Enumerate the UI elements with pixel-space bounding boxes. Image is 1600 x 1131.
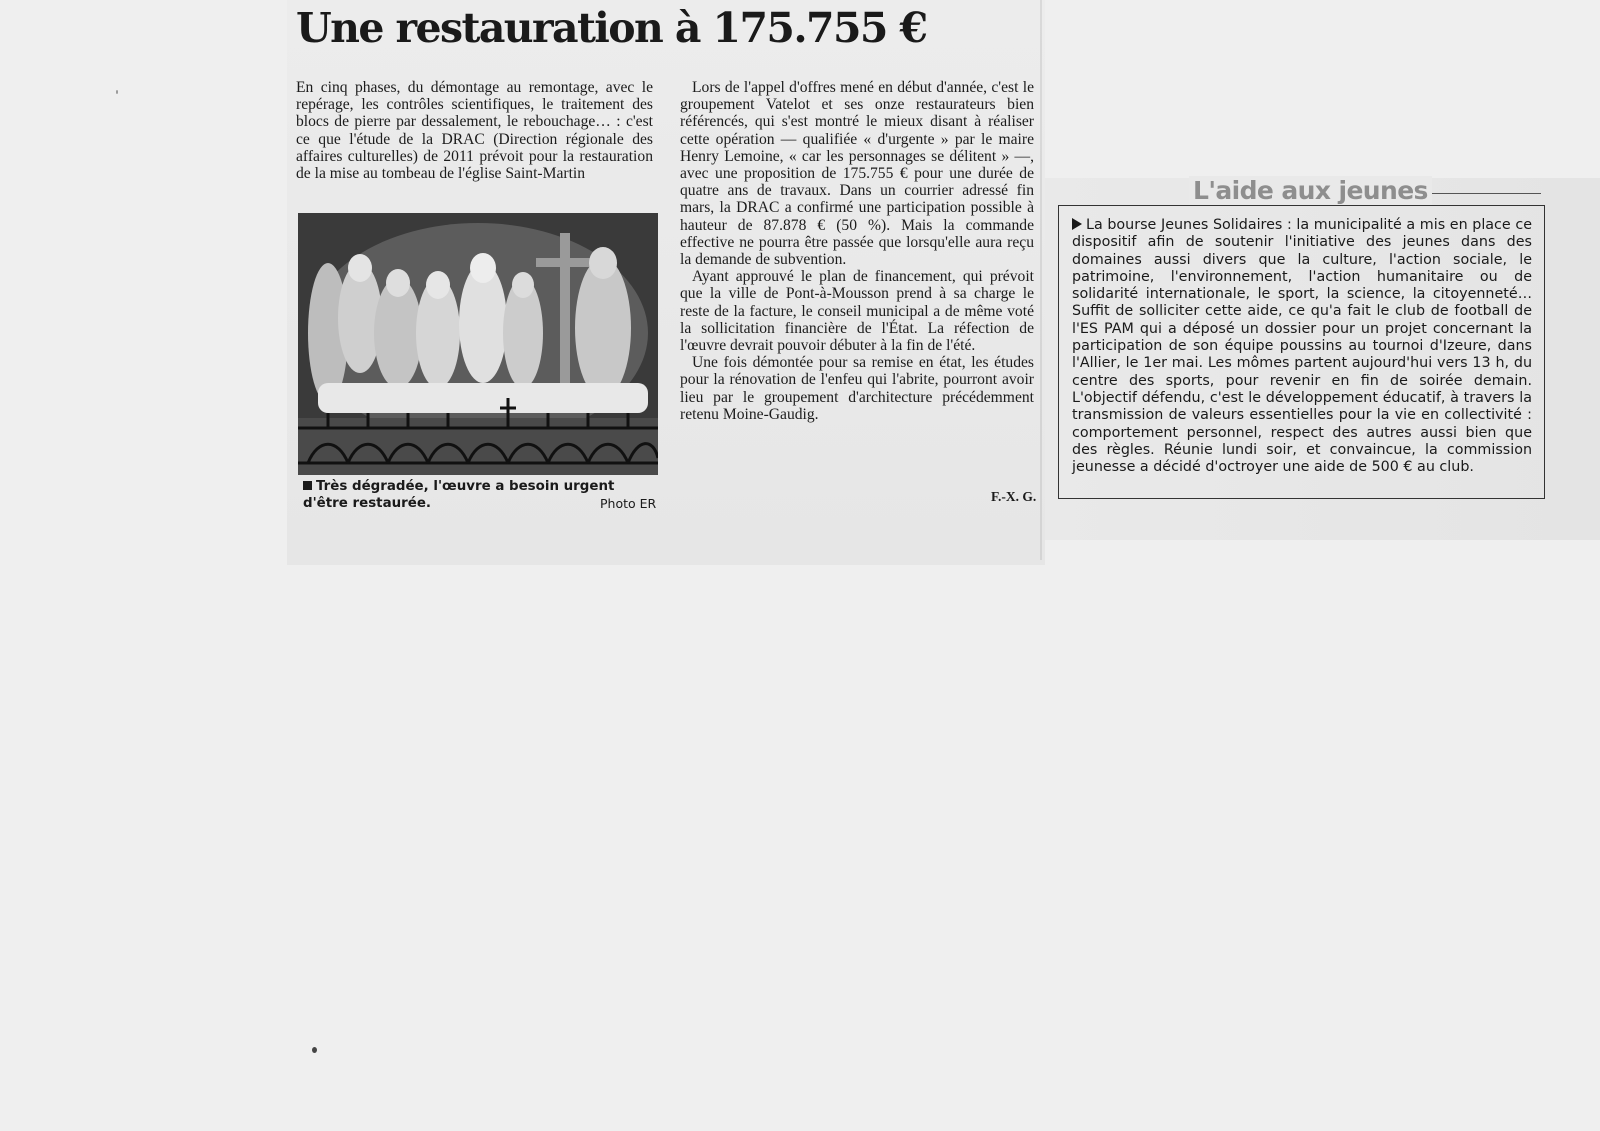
sculpture-photo-image (298, 213, 658, 475)
article-paragraph: En cinq phases, du démontage au remontage, avec le repérage, les contrôles scientifiques, le traitement des blocs de pierre par dessalement, le rebouchage… : c'est ce que l'étude de la DRAC (Direction régionale des affaires culturelles) de 2011 prévoit pour la restauration de la mise au tombeau de l'église Saint-Martin (296, 79, 653, 183)
article-headline: Une restauration à 175.755 € (296, 4, 927, 52)
article-paragraph: Lors de l'appel d'offres mené en début d'année, c'est le groupement Vatelot et ses onze restaurateurs bien référencés, qui s'est montré le mieux disant à réaliser cette opération — qualifiée « d'urgente » par le maire Henry Lemoine, « car les personnages se délitent » —, avec une proposition de 175.755 € pour une durée de quatre ans de travaux. Dans un courrier adressé fin mars, la DRAC a confirmé une participation possible à hauteur de 87.878 € (50 %). Mais la commande effective ne pourra être passée que lorsqu'elle aura reçu la demande de subvention. (680, 79, 1034, 269)
author-signature: F.-X. G. (991, 489, 1037, 504)
clipping-edge (1040, 0, 1042, 560)
photo-credit: Photo ER (600, 496, 657, 511)
sidebar-title-rule (1413, 193, 1541, 194)
sidebar-title: L'aide aux jeunes (1189, 176, 1432, 205)
sidebar-body: La bourse Jeunes Solidaires : la municipalité a mis en place ce dispositif afin de soutenir l'initiative des jeunes dans des domaines aussi divers que la culture, l'action sociale, le patrimoine, l'environnement, l'action humanitaire ou de solidarité internationale, le sport, la science, la citoyenneté… Suffit de solliciter cette aide, ce qu'a fait le club de football de l'ES PAM qui a déposé un dossier pour un projet concernant la participation de son équipe poussins au tournoi d'Izeure, dans l'Allier, le 1er mai. Les mômes partent aujourd'hui vers 13 h, du centre des sports, pour revenir en fin de soirée demain. L'objectif défendu, c'est le développement éducatif, à travers la transmission de valeurs essentielles pour la vie en collectivité : comportement personnel, respect des autres aussi bien que des règles. Réunie lundi soir, et convaincue, la commission jeunesse a décidé d'octroyer une aide de 500 € au club. (1072, 217, 1532, 476)
article-column-left (296, 79, 653, 182)
article-photo (298, 213, 658, 475)
paper-speck (116, 90, 118, 94)
caption-text: Très dégradée, l'œuvre a besoin urgent d'être restaurée. (303, 479, 615, 511)
article-paragraph: Une fois démontée pour sa remise en état, les études pour la rénovation de l'enfeu qui l'abrite, pourront avoir lieu par le groupement d'architecture précédemment retenu Moine-Gaudig. (680, 354, 1034, 423)
article-paragraph: Ayant approuvé le plan de financement, qui prévoit que la ville de Pont-à-Mousson prend à sa charge le reste de la facture, le conseil municipal a de même voté la sollicitation financière de l'État. La réfection de l'œuvre devrait pouvoir débuter à la fin de l'été. (680, 268, 1034, 355)
sidebar-text (1072, 217, 1532, 476)
paper-speck (312, 1047, 317, 1053)
caption-bullet-icon (303, 481, 312, 490)
article-column-right (680, 79, 1034, 423)
play-arrow-icon (1072, 218, 1082, 230)
